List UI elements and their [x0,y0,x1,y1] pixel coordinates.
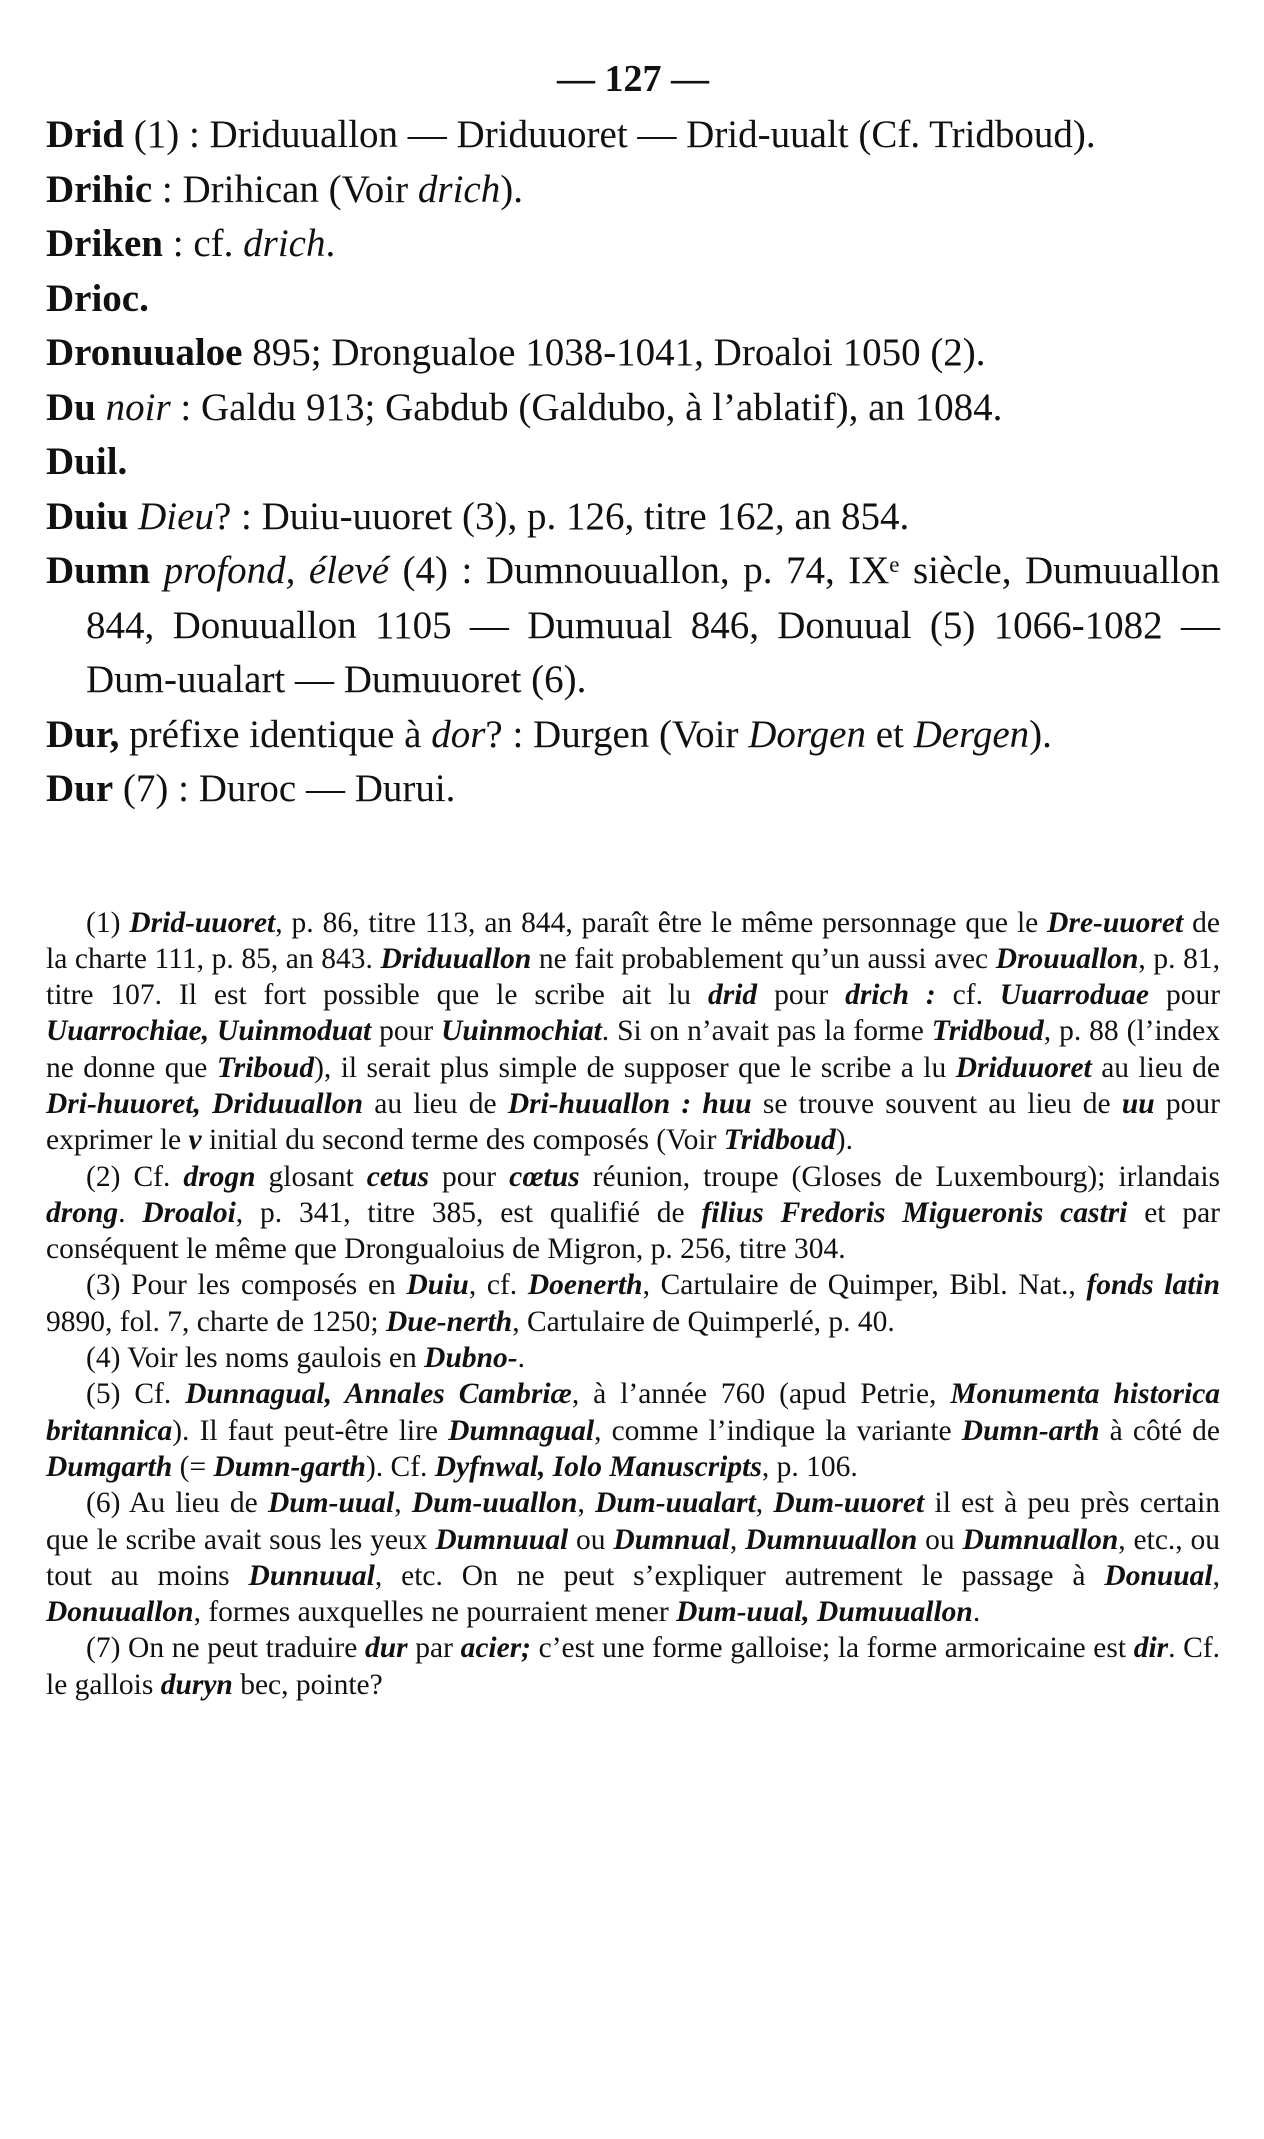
footnote-text: , à l’année 760 (apud Petrie, [571,1378,951,1411]
footnote [46,1376,1220,1485]
footnote-text: glosant [255,1160,367,1193]
footnote-text: ). [835,1124,853,1157]
entry-text: (4) : Dumnouuallon, p. 74, IXᵉ siècle, Dumuuallon 844, Donuuallon 1105 — Dumuual 846, Donuual (5) 1066-1082 — Dum-uualart — Dumuuoret (6). [86,549,1220,701]
footnote-italic: Donuual [1104,1559,1213,1592]
entry-italic: drich [417,167,501,211]
entry-text: : Drihican (Voir [152,167,418,211]
entry-text: 895; Drongualoe 1038-1041, Droaloi 1050 (2). [242,331,986,374]
footnote-italic: Dum-uual, Dumuuallon [676,1596,973,1629]
footnote-text: au lieu de [363,1087,508,1120]
entry-tail: ). [1029,712,1052,756]
footnote-italic: Dum-uualart [595,1487,756,1520]
entry-italic: noir [95,385,171,429]
footnote-italic: Dum-uuallon [411,1487,578,1520]
footnote-italic: dur [364,1632,408,1665]
entry-text: : cf. [163,222,244,265]
footnote [46,1630,1220,1703]
footnote-text: . [972,1596,981,1629]
footnote-italic: Dyfnwal, Iolo Manuscripts [434,1450,762,1483]
footnote-text: , p. 86, titre 113, an 844, paraît être le même personnage que le [275,906,1048,939]
footnote-text: On ne peut traduire [128,1632,365,1665]
footnote-italic: Triboud [216,1051,315,1084]
entry-headword: Duiu [46,494,129,538]
footnote-text: , p. 88 (l’index ne donne que [46,1015,1220,1084]
entry [46,544,1220,708]
footnote-italic: acier; [460,1632,531,1665]
footnote-marker: (6) [86,1487,121,1520]
footnote-text: , Cartulaire de Quimperlé, p. 40. [512,1305,895,1338]
entry-headword: Dumn [46,549,151,592]
footnote-text: initial du second terme des composés (Voir [201,1124,724,1157]
footnote-text: . Si on n’avait pas la forme [601,1015,932,1048]
footnote-italic: Dunnuual [248,1559,375,1592]
entry-italic: dor [431,712,486,756]
footnote-italic: Dumgarth [46,1450,173,1483]
footnote-text: , p. 106. [761,1450,858,1483]
footnote-marker: (2) [86,1160,121,1193]
footnote-italic: dir [1133,1632,1169,1665]
footnote-text: , p. 341, titre 385, est qualifié de [235,1196,702,1229]
footnote-text: Pour les composés en [131,1269,407,1302]
footnote-marker: (7) [86,1632,121,1665]
entry-headword: Duil. [46,440,128,483]
footnote-text: . Cf. le gallois [46,1632,1221,1701]
footnote [46,905,1220,1159]
footnote-italic: Tridboud [931,1015,1044,1048]
entry [46,272,1220,327]
footnote-text: , formes auxquelles ne pourraient mener [193,1596,677,1629]
entry-italic: Dieu [128,494,214,538]
footnote-italic: drogn [183,1160,256,1193]
footnote-italic: Dre-uuoret [1047,906,1184,939]
footnotes [46,905,1220,1704]
footnote-text: Au lieu de [129,1487,268,1520]
footnote-text: ne fait probablement qu’un aussi avec [531,942,996,975]
footnote-italic: Dumnuallon [962,1523,1119,1556]
footnote-italic: Dubno- [424,1342,518,1375]
footnote-text: et par conséquent le même que Drongualoius de Migron, p. 256, titre 304. [46,1196,1221,1266]
footnote-text: ), il serait plus simple de supposer que le scribe a lu [314,1051,956,1084]
footnote-marker: (5) [86,1378,121,1411]
entry-text: préfixe identique à [119,712,432,756]
footnote-text: , [755,1487,774,1520]
footnote-text: , comme l’indique la variante [594,1414,962,1447]
footnote-italic: Dum-uuoret [773,1487,925,1520]
footnote [46,1267,1220,1340]
entry-italic: Dergen [913,712,1030,756]
footnote-text: , cf. [468,1269,528,1302]
entry-tail: et [865,712,914,756]
entry [46,326,1220,381]
footnote-text: . [517,1342,525,1375]
footnote-italic: Donuuallon [46,1596,194,1629]
entry-headword: Drid [46,113,124,156]
footnote-italic: Dumnuual [435,1523,569,1556]
footnote-italic: duryn [160,1668,233,1701]
footnote-text: Cf. [133,1160,184,1193]
footnote-italic: Droaloi [142,1196,236,1229]
footnote-italic: Dumnual [613,1523,730,1556]
footnote-italic: drich : [845,979,953,1012]
footnote-text: ou [917,1523,963,1556]
footnote-italic: uu [1121,1087,1155,1120]
footnote-text: , [1212,1559,1221,1592]
footnote-text: il est à peu près certain que le scribe avait sous les yeux [46,1487,1221,1556]
entry [46,490,1220,545]
footnote-text: , [394,1487,412,1520]
entry-headword: Drihic [46,167,153,211]
footnote-italic: Driduuallon [380,942,532,975]
footnote-italic: Dum-uual [267,1487,395,1520]
footnote-italic: Uuarroduae [999,979,1150,1012]
entry [46,381,1220,436]
footnote-text: , [577,1487,596,1520]
entry-text: : Galdu 913; Gabdub (Galdubo, à l’ablatif), an 1084. [170,385,1003,429]
footnote-italic: Uuinmochiat [441,1015,602,1048]
footnote-text: à côté de [1099,1414,1221,1447]
footnote-text: bec, pointe? [232,1668,383,1701]
entry-text: (7) : Duroc — Durui. [113,767,456,810]
entry-headword: Driken [46,222,163,265]
footnote-text: pour exprimer le [46,1087,1221,1157]
footnote-text: par [407,1632,461,1665]
entry-headword: Dur, [46,712,120,756]
footnote-italic: Dri-huuallon : huu [507,1087,752,1120]
footnote-italic: Doenerth [527,1269,643,1302]
footnote-marker: (3) [86,1269,121,1302]
footnote-italic: filius Fredoris Migueronis castri [701,1196,1128,1229]
entry-list [46,108,1220,817]
footnote-italic: Monumenta historica britannica [46,1378,1221,1447]
footnote-text: pour [429,1160,510,1193]
entry-tail: . [325,222,336,265]
footnote-text: Cf. [134,1378,186,1411]
footnote-text: 9890, fol. 7, charte de 1250; [46,1305,386,1338]
footnote-italic: Dumn-garth [213,1450,366,1483]
footnote-text: c’est une forme galloise; la forme armoricaine est [531,1632,1134,1665]
footnote-text: , [729,1523,746,1556]
entry-text: ? : Duiu-uuoret (3), p. 126, titre 162, an 854. [213,494,910,538]
footnote-marker: (1) [86,906,121,939]
footnote-text: au lieu de [1091,1051,1220,1084]
footnote-italic: Tridboud [723,1124,836,1157]
footnote-marker: (4) [86,1342,121,1375]
document-page [46,50,1220,1703]
section-gap [46,817,1220,905]
footnote-italic: v [188,1124,202,1157]
entry [46,163,1220,218]
footnote-text: ou [568,1523,614,1556]
entry-headword: Dronuualoe [46,331,243,374]
footnote [46,1340,1220,1376]
entry-tail: ? : Durgen (Voir [485,712,749,756]
entry-text: (1) : Driduuallon — Driduuoret — Drid-uualt (Cf. Tridboud). [124,113,1096,156]
footnote-italic: Drid-uuoret [129,906,276,939]
footnote-italic: Dunnagual, Annales Cambriæ [185,1378,572,1411]
entry [46,217,1220,272]
footnote [46,1485,1220,1630]
footnote-italic: Dumnuuallon [745,1523,918,1556]
footnote-italic: Due-nerth [386,1305,513,1338]
footnote-italic: drong [46,1196,119,1229]
footnote-text: ). Cf. [365,1450,435,1483]
footnote-text: de la charte 111, p. 85, an 843. [46,906,1220,975]
entry-italic: Dorgen [748,712,866,756]
footnote-text: . [118,1196,143,1229]
footnote-text: , Cartulaire de Quimper, Bibl. Nat., [642,1269,1087,1302]
footnote-text: pour [371,1015,442,1048]
footnote-italic: Driduuoret [955,1051,1092,1084]
footnote-italic: drid [707,979,758,1012]
footnote-italic: cœtus [509,1160,580,1193]
footnote-italic: fonds latin [1086,1269,1221,1302]
footnote-text: (= [172,1450,214,1483]
entry-tail: ). [500,167,523,211]
entry-headword: Dur [46,767,114,810]
entry-headword: Du [46,385,96,429]
footnote-italic: Dumn-arth [961,1414,1100,1447]
footnote-text: pour [757,979,846,1012]
footnote-text: pour [1149,979,1221,1012]
footnote-text: se trouve souvent au lieu de [751,1087,1122,1120]
footnote-text: réunion, troupe (Gloses de Luxembourg); irlandais [579,1160,1221,1193]
footnote-italic: Drouuallon [995,942,1139,975]
footnote-italic: Duiu [406,1269,469,1302]
entry [46,435,1220,490]
entry-italic: drich [243,222,326,265]
footnote-text: , etc., ou tout au moins [46,1523,1221,1592]
entry-headword: Drioc. [46,276,149,320]
footnote-italic: Dri-huuoret, Driduuallon [46,1087,363,1120]
footnote-text: , etc. On ne peut s’expliquer autrement le passage à [374,1559,1105,1592]
footnote-italic: cetus [366,1160,430,1193]
page-number: — 127 — [557,58,709,100]
entry-italic: profond, élevé [150,549,390,592]
entry [46,108,1220,163]
footnote-text: Voir les noms gaulois en [127,1342,425,1375]
footnote-text: cf. [952,979,1000,1012]
footnote-text: , p. 81, titre 107. Il est fort possible que le scribe ait lu [46,942,1221,1012]
footnote-italic: Dumnagual [448,1414,595,1447]
entry [46,762,1220,817]
entry [46,708,1220,763]
footnote-text: ). Il faut peut-être lire [172,1414,449,1447]
footnote [46,1159,1220,1268]
footnote-italic: Uuarrochiae, Uuinmoduat [46,1015,372,1048]
